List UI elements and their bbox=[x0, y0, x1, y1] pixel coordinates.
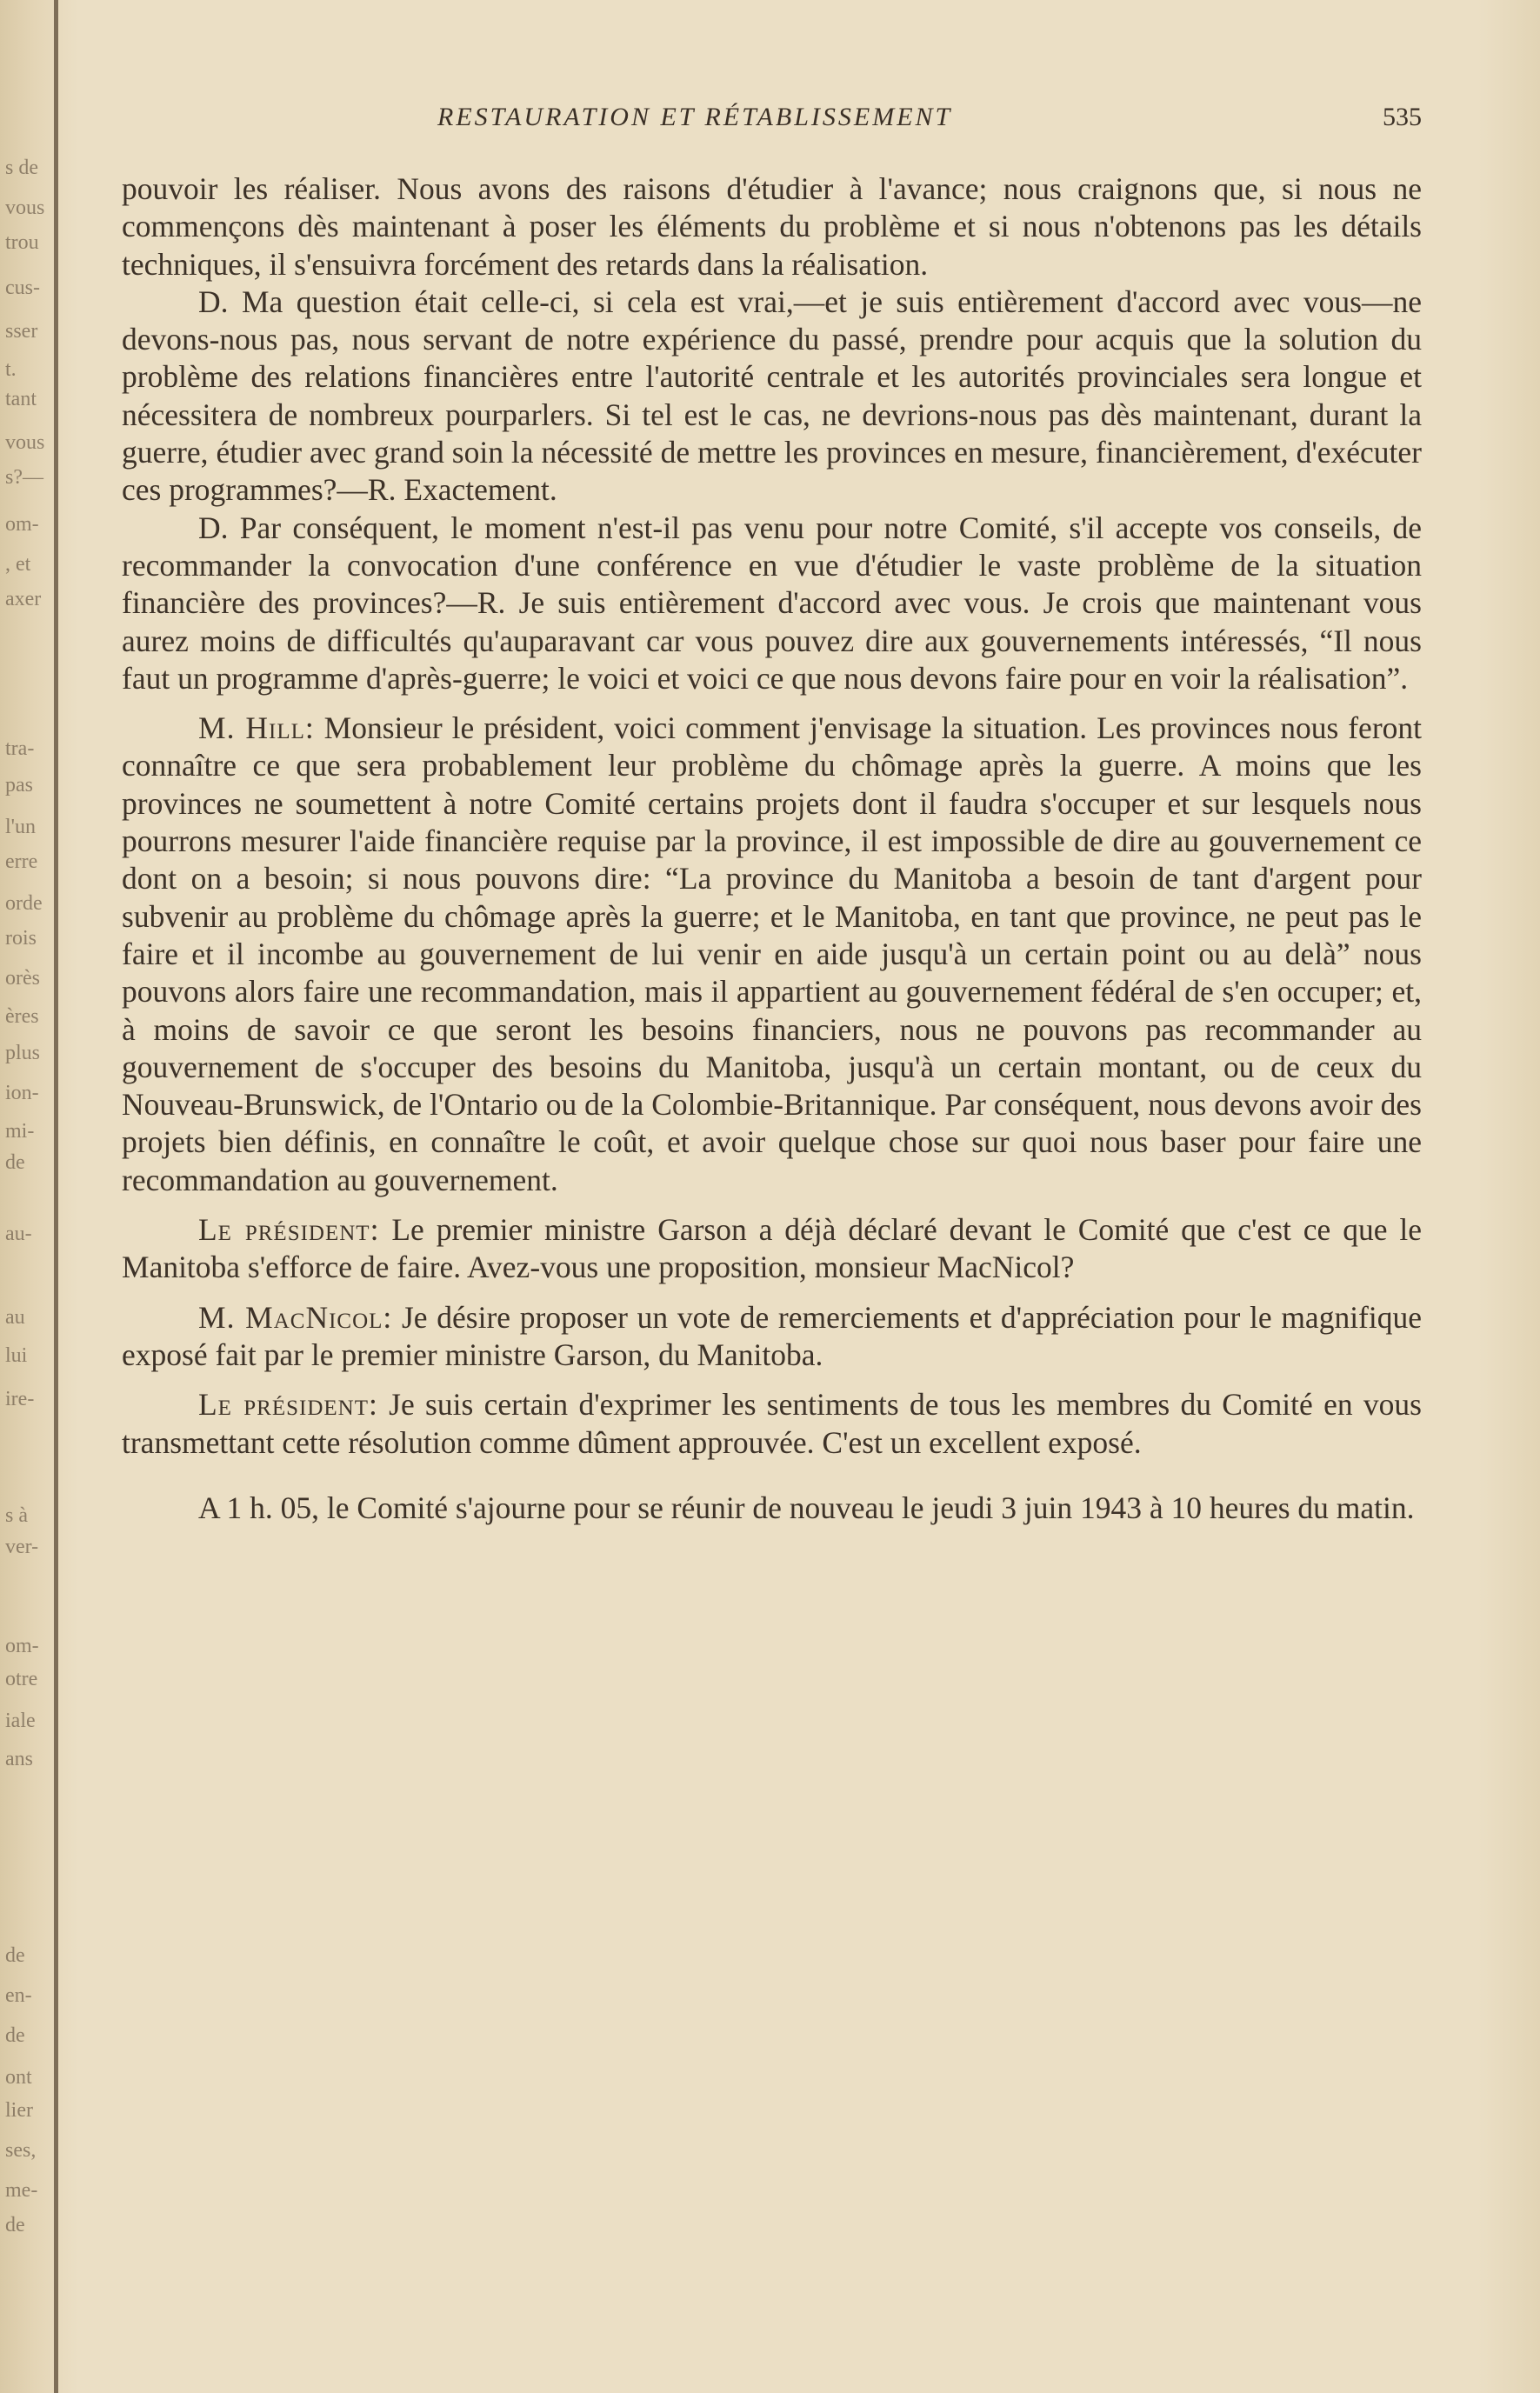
paragraph-text: Monsieur le président, voici comment j'envisage la situation. Les provinces nous feront connaître ce que sera probablement leur problème du chômage après la guerre. A moins que les provinces ne soumettent à notre Comité certains projets dont il faudra s'occuper et sur lesquels nous pourrons mesurer l'aide financière requise par la province, il est impossible de dire au gouvernement ce dont on a besoin; si nous pouvons dire: “La province du Manitoba a besoin de tant d'argent pour subvenir au problème du chômage après la guerre; et le Manitoba, en tant que province, ne peut pas le faire et il incombe au gouvernement de lui venir en aide jusqu'à un certain point ou au delà” nous pouvons alors faire une recommandation, mais il appartient au gouvernement fédéral de s'en occuper; et, à moins de savoir ce que seront les besoins financiers, nous ne pouvons pas recommander au gouvernement de s'occuper des besoins du Manitoba, jusqu'à un certain montant, ou de ceux du Nouveau-Brunswick, de l'Ontario ou de la Colombie-Britannique. Par conséquent, nous devons avoir des projets bien définis, en connaître le coût, et avoir quelque chose sur quoi nous baser pour faire une recommandation au gouvernement. bbox=[122, 710, 1423, 1197]
speaker-name: M. MacNicol: bbox=[198, 1299, 393, 1335]
margin-fragment: pas bbox=[5, 774, 33, 797]
running-title: RESTAURATION ET RÉTABLISSEMENT bbox=[437, 103, 953, 131]
paragraph-text: A 1 h. 05, le Comité s'ajourne pour se réunir de nouveau le jeudi 3 juin 1943 à 10 heures du matin. bbox=[198, 1490, 1415, 1525]
margin-fragment: tra- bbox=[5, 737, 35, 760]
margin-bleed-through bbox=[0, 0, 52, 2393]
margin-fragment: trou bbox=[5, 231, 39, 254]
margin-fragment: axer bbox=[5, 588, 42, 610]
paragraph-text: Je désire proposer un vote de remerciements et d'appréciation pour le magnifique exposé fait par le premier ministre Garson, du Manitoba. bbox=[122, 1299, 1422, 1372]
margin-fragment: om- bbox=[5, 1635, 39, 1657]
margin-fragment: ères bbox=[5, 1005, 39, 1028]
margin-fragment: au bbox=[5, 1306, 25, 1329]
margin-fragment: de bbox=[5, 1151, 25, 1174]
margin-fragment: s à bbox=[5, 1504, 28, 1527]
margin-fragment: l'un bbox=[5, 816, 36, 838]
speaker-name: Le président: bbox=[198, 1387, 378, 1423]
margin-fragment: vous bbox=[5, 197, 45, 219]
page-number: 535 bbox=[1383, 103, 1422, 131]
paragraph bbox=[122, 1299, 1422, 1375]
margin-fragment: vous bbox=[5, 431, 45, 454]
margin-fragment: otre bbox=[5, 1668, 38, 1690]
margin-fragment: t. bbox=[5, 358, 17, 381]
margin-fragment: me- bbox=[5, 2179, 38, 2202]
margin-fragment: orès bbox=[5, 967, 40, 990]
adjournment-paragraph bbox=[122, 1490, 1422, 1527]
margin-fragment: sser bbox=[5, 320, 38, 343]
binding-edge bbox=[54, 0, 58, 2393]
paragraph bbox=[122, 1386, 1422, 1462]
margin-fragment: , et bbox=[5, 553, 31, 576]
margin-fragment: plus bbox=[5, 1042, 41, 1064]
speaker-name: Le président: bbox=[198, 1212, 380, 1248]
margin-fragment: om- bbox=[5, 513, 39, 536]
margin-fragment: s de bbox=[5, 157, 38, 179]
margin-fragment: s?— bbox=[5, 466, 43, 489]
margin-fragment: ans bbox=[5, 1748, 33, 1770]
margin-fragment: de bbox=[5, 2024, 25, 2047]
margin-fragment: ont bbox=[5, 2066, 32, 2089]
document-body bbox=[122, 170, 1422, 1527]
margin-fragment: ire- bbox=[5, 1388, 35, 1410]
margin-fragment: ses, bbox=[5, 2139, 37, 2162]
paragraph-text: Je suis certain d'exprimer les sentiments de tous les membres du Comité en vous transmettant cette résolution comme dûment approuvée. C'est un excellent exposé. bbox=[122, 1387, 1422, 1460]
margin-fragment: rois bbox=[5, 927, 37, 950]
margin-fragment: cus- bbox=[5, 277, 40, 299]
margin-fragment: en- bbox=[5, 1984, 32, 2007]
paragraph-text: pouvoir les réaliser. Nous avons des raisons d'étudier à l'avance; nous craignons que, si nous ne commençons dès maintenant à poser les éléments du problème et si nous n'obtenons pas les détails techniques, il s'ensuivra forcément des retards dans la réalisation. bbox=[122, 171, 1422, 282]
speaker-name: M. Hill: bbox=[198, 710, 315, 746]
paragraph-text: D. Ma question était celle-ci, si cela est vrai,—et je suis entièrement d'accord avec vous—ne devons-nous pas, nous servant de notre expérience du passé, prendre pour acquis que la solution du problème des relations financières entre l'autorité centrale et les autorités provinciales sera longue et nécessitera de nombreux pourparlers. Si tel est le cas, ne devrions-nous pas dès maintenant, durant la guerre, étudier avec grand soin la nécessité de mettre les provinces en mesure, financièrement, d'exécuter ces programmes?—R. Exactement. bbox=[122, 283, 1422, 508]
margin-fragment: au- bbox=[5, 1223, 32, 1245]
paragraph bbox=[122, 510, 1422, 697]
margin-fragment: lier bbox=[5, 2099, 33, 2122]
paragraph bbox=[122, 1211, 1422, 1287]
margin-fragment: de bbox=[5, 2214, 25, 2236]
paragraph-text: Le premier ministre Garson a déjà déclaré devant le Comité que c'est ce que le Manitoba s'efforce de faire. Avez-vous une proposition, monsieur MacNicol? bbox=[122, 1212, 1422, 1285]
margin-fragment: iale bbox=[5, 1710, 36, 1732]
margin-fragment: mi- bbox=[5, 1120, 35, 1143]
margin-fragment: ver- bbox=[5, 1536, 39, 1558]
margin-fragment: tant bbox=[5, 388, 37, 410]
margin-fragment: erre bbox=[5, 850, 38, 873]
margin-fragment: orde bbox=[5, 892, 43, 915]
page-header bbox=[122, 103, 1422, 137]
paragraph bbox=[122, 283, 1422, 510]
paragraph bbox=[122, 710, 1422, 1199]
margin-fragment: de bbox=[5, 1944, 25, 1967]
margin-fragment: ion- bbox=[5, 1082, 39, 1104]
paragraph bbox=[122, 170, 1422, 283]
margin-fragment: lui bbox=[5, 1344, 28, 1367]
paragraph-text: D. Par conséquent, le moment n'est-il pas venu pour notre Comité, s'il accepte vos conseils, de recommander la convocation d'une conférence en vue d'étudier le vaste problème de la situation financière des provinces?—R. Je suis entièrement d'accord avec vous. Je crois que maintenant vous aurez moins de difficultés qu'auparavant car vous pouvez dire aux gouvernements intéressés, “Il nous faut un programme d'après-guerre; le voici et voici ce que nous devons faire pour en voir la réalisation”. bbox=[122, 510, 1422, 696]
